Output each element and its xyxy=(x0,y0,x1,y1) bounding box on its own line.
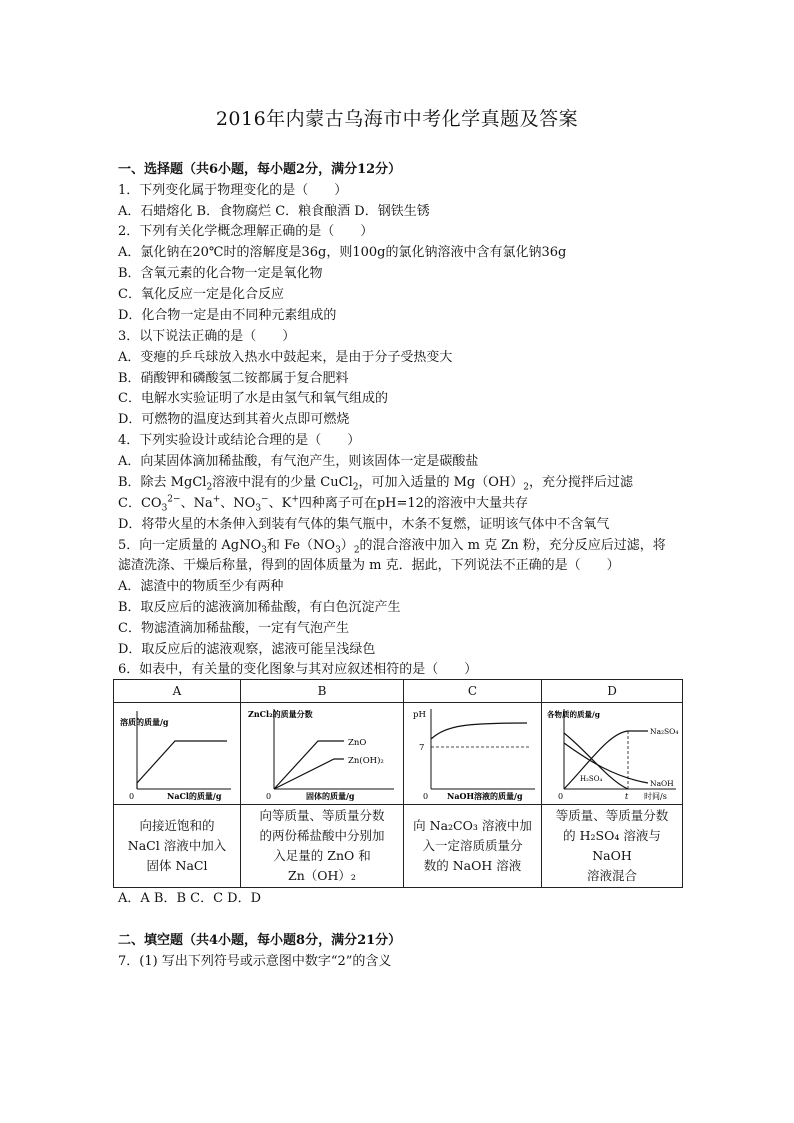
graph-d-origin: 0 xyxy=(558,792,564,801)
graph-a-origin: 0 xyxy=(129,792,135,801)
q3-stem: 3．以下说法正确的是（ ） xyxy=(118,329,296,344)
q6-graph-c-cell xyxy=(404,703,542,805)
q6-desc-b: 向等质量、等质量分数 的两份稀盐酸中分别加 入足量的 ZnO 和 Zn（OH）₂ xyxy=(241,805,404,888)
q5-option-c: C．物滤渣滴加稀盐酸，一定有气泡产生 xyxy=(118,621,349,636)
q6-options: A．A B．B C．C D．D xyxy=(118,891,262,906)
q2-option-a: A．氯化钠在20℃时的溶解度是36g，则100g的氯化钠溶液中含有氯化钠36g xyxy=(118,245,567,260)
graph-c-origin: 0 xyxy=(422,792,428,801)
graph-d xyxy=(544,703,680,801)
q6-desc-a: 向接近饱和的 NaCl 溶液中加入 固体 NaCl xyxy=(114,805,241,888)
q5-option-d: D．取反应后的滤液观察，滤液可能呈浅绿色 xyxy=(118,642,376,657)
graph-c-seven: 7 xyxy=(418,743,424,753)
graph-d-label-h2so4: H₂SO₄ xyxy=(580,775,603,783)
graph-a-ylabel: 溶质的质量/g xyxy=(120,717,169,727)
section2-heading: 二、填空题（共4小题，每小题8分，满分21分） xyxy=(118,933,402,948)
graph-b-ylabel: ZnCl₂的质量分数 xyxy=(248,709,313,719)
q6-header-a: A xyxy=(114,680,241,703)
q4-option-b: B．除去 MgCl$_2$溶液中混有的少量 CuCl$_2$，可加入适量的 $Mg(OH)_2$，充分搅拌后过滤 xyxy=(118,475,633,493)
q6-graph-a-cell xyxy=(114,703,241,805)
q6-graph-d-cell xyxy=(542,703,683,805)
graph-b-xlabel: 固体的质量/g xyxy=(306,791,355,801)
q3-option-b: B．硝酸钾和磷酸氢二铵都属于复合肥料 xyxy=(118,371,349,386)
q3-option-d: D．可燃物的温度达到其着火点即可燃烧 xyxy=(118,412,350,427)
page-title: 2016年内蒙古乌海市中考化学真题及答案 xyxy=(215,108,579,130)
q4-stem: 4．下列实验设计或结论合理的是（ ） xyxy=(118,433,361,448)
q6-graph-b-cell xyxy=(241,703,404,805)
section1-heading: 一、选择题（共6小题，每小题2分，满分12分） xyxy=(118,162,402,177)
q6-stem: 6．如表中，有关量的变化图象与其对应叙述相符的是（ ） xyxy=(118,662,478,677)
q4-option-c: C．$CO_3^{2-}$、Na+、$NO_3^-$、K+四种离子可在pH=12的溶液中大量共存 xyxy=(118,494,528,514)
graph-d-t: t xyxy=(625,792,629,801)
q1-stem: 1．下列变化属于物理变化的是（ ） xyxy=(118,183,348,198)
q2-option-b: B．含氧元素的化合物一定是氧化物 xyxy=(118,266,323,281)
graph-b-label-zno: ZnO xyxy=(348,738,367,748)
graph-c xyxy=(407,703,539,801)
graph-d-label-na2so4: Na₂SO₄ xyxy=(650,727,679,736)
q4-option-a: A．向某固体滴加稀盐酸，有气泡产生，则该固体一定是碳酸盐 xyxy=(118,454,479,469)
graph-b-origin: 0 xyxy=(266,792,272,801)
q2-option-c: C．氧化反应一定是化合反应 xyxy=(118,287,284,302)
graph-d-ylabel: 各物质的质量/g xyxy=(547,710,600,719)
graph-d-xlabel: 时间/s xyxy=(644,792,667,801)
q1-options: A．石蜡熔化 B．食物腐烂 C．粮食酿酒 D．钢铁生锈 xyxy=(118,204,430,219)
q6-table xyxy=(113,679,683,888)
q5-stem-line2: 滤渣洗涤、干燥后称量，得到的固体质量为 m 克．据此，下列说法不正确的是（ ） xyxy=(118,558,620,573)
q4-option-d: D．将带火星的木条伸入到装有气体的集气瓶中，木条不复燃，证明该气体中不含氧气 xyxy=(118,517,610,532)
q6-desc-c: 向 Na₂CO₃ 溶液中加 入一定溶质质量分 数的 NaOH 溶液 xyxy=(404,805,542,888)
q3-option-c: C．电解水实验证明了水是由氢气和氧气组成的 xyxy=(118,391,388,406)
q2-stem: 2．下列有关化学概念理解正确的是（ ） xyxy=(118,224,374,239)
q5-stem-line1: 5．向一定质量的 AgNO$_3$和 $Fe(NO_3)_2$的混合溶液中加入 m 克 Zn 粉，充分反应后过滤，将 xyxy=(118,538,666,556)
q2-option-d: D．化合物一定是由不同种元素组成的 xyxy=(118,308,337,323)
q6-desc-d: 等质量、等质量分数 的 H₂SO₄ 溶液与 NaOH 溶液混合 xyxy=(542,805,683,888)
graph-a xyxy=(117,703,237,801)
q7-stem: 7．(1) 写出下列符号或示意图中数字“2”的含义 xyxy=(118,954,392,969)
graph-b-label-znoh2: Zn(OH)₂ xyxy=(348,756,384,766)
graph-c-xlabel: NaOH溶液的质量/g xyxy=(446,791,523,801)
q6-header-b: B xyxy=(241,680,404,703)
q5-option-a: A．滤渣中的物质至少有两种 xyxy=(118,579,284,594)
q6-header-c: C xyxy=(404,680,542,703)
q5-option-b: B．取反应后的滤液滴加稀盐酸，有白色沉淀产生 xyxy=(118,600,401,615)
graph-b xyxy=(244,703,400,801)
q3-option-a: A．变瘪的乒乓球放入热水中鼓起来，是由于分子受热变大 xyxy=(118,350,453,365)
q6-header-d: D xyxy=(542,680,683,703)
graph-c-ylabel: pH xyxy=(412,710,426,720)
graph-a-xlabel: NaCl的质量/g xyxy=(167,791,222,801)
graph-d-label-naoh: NaOH xyxy=(650,779,674,788)
